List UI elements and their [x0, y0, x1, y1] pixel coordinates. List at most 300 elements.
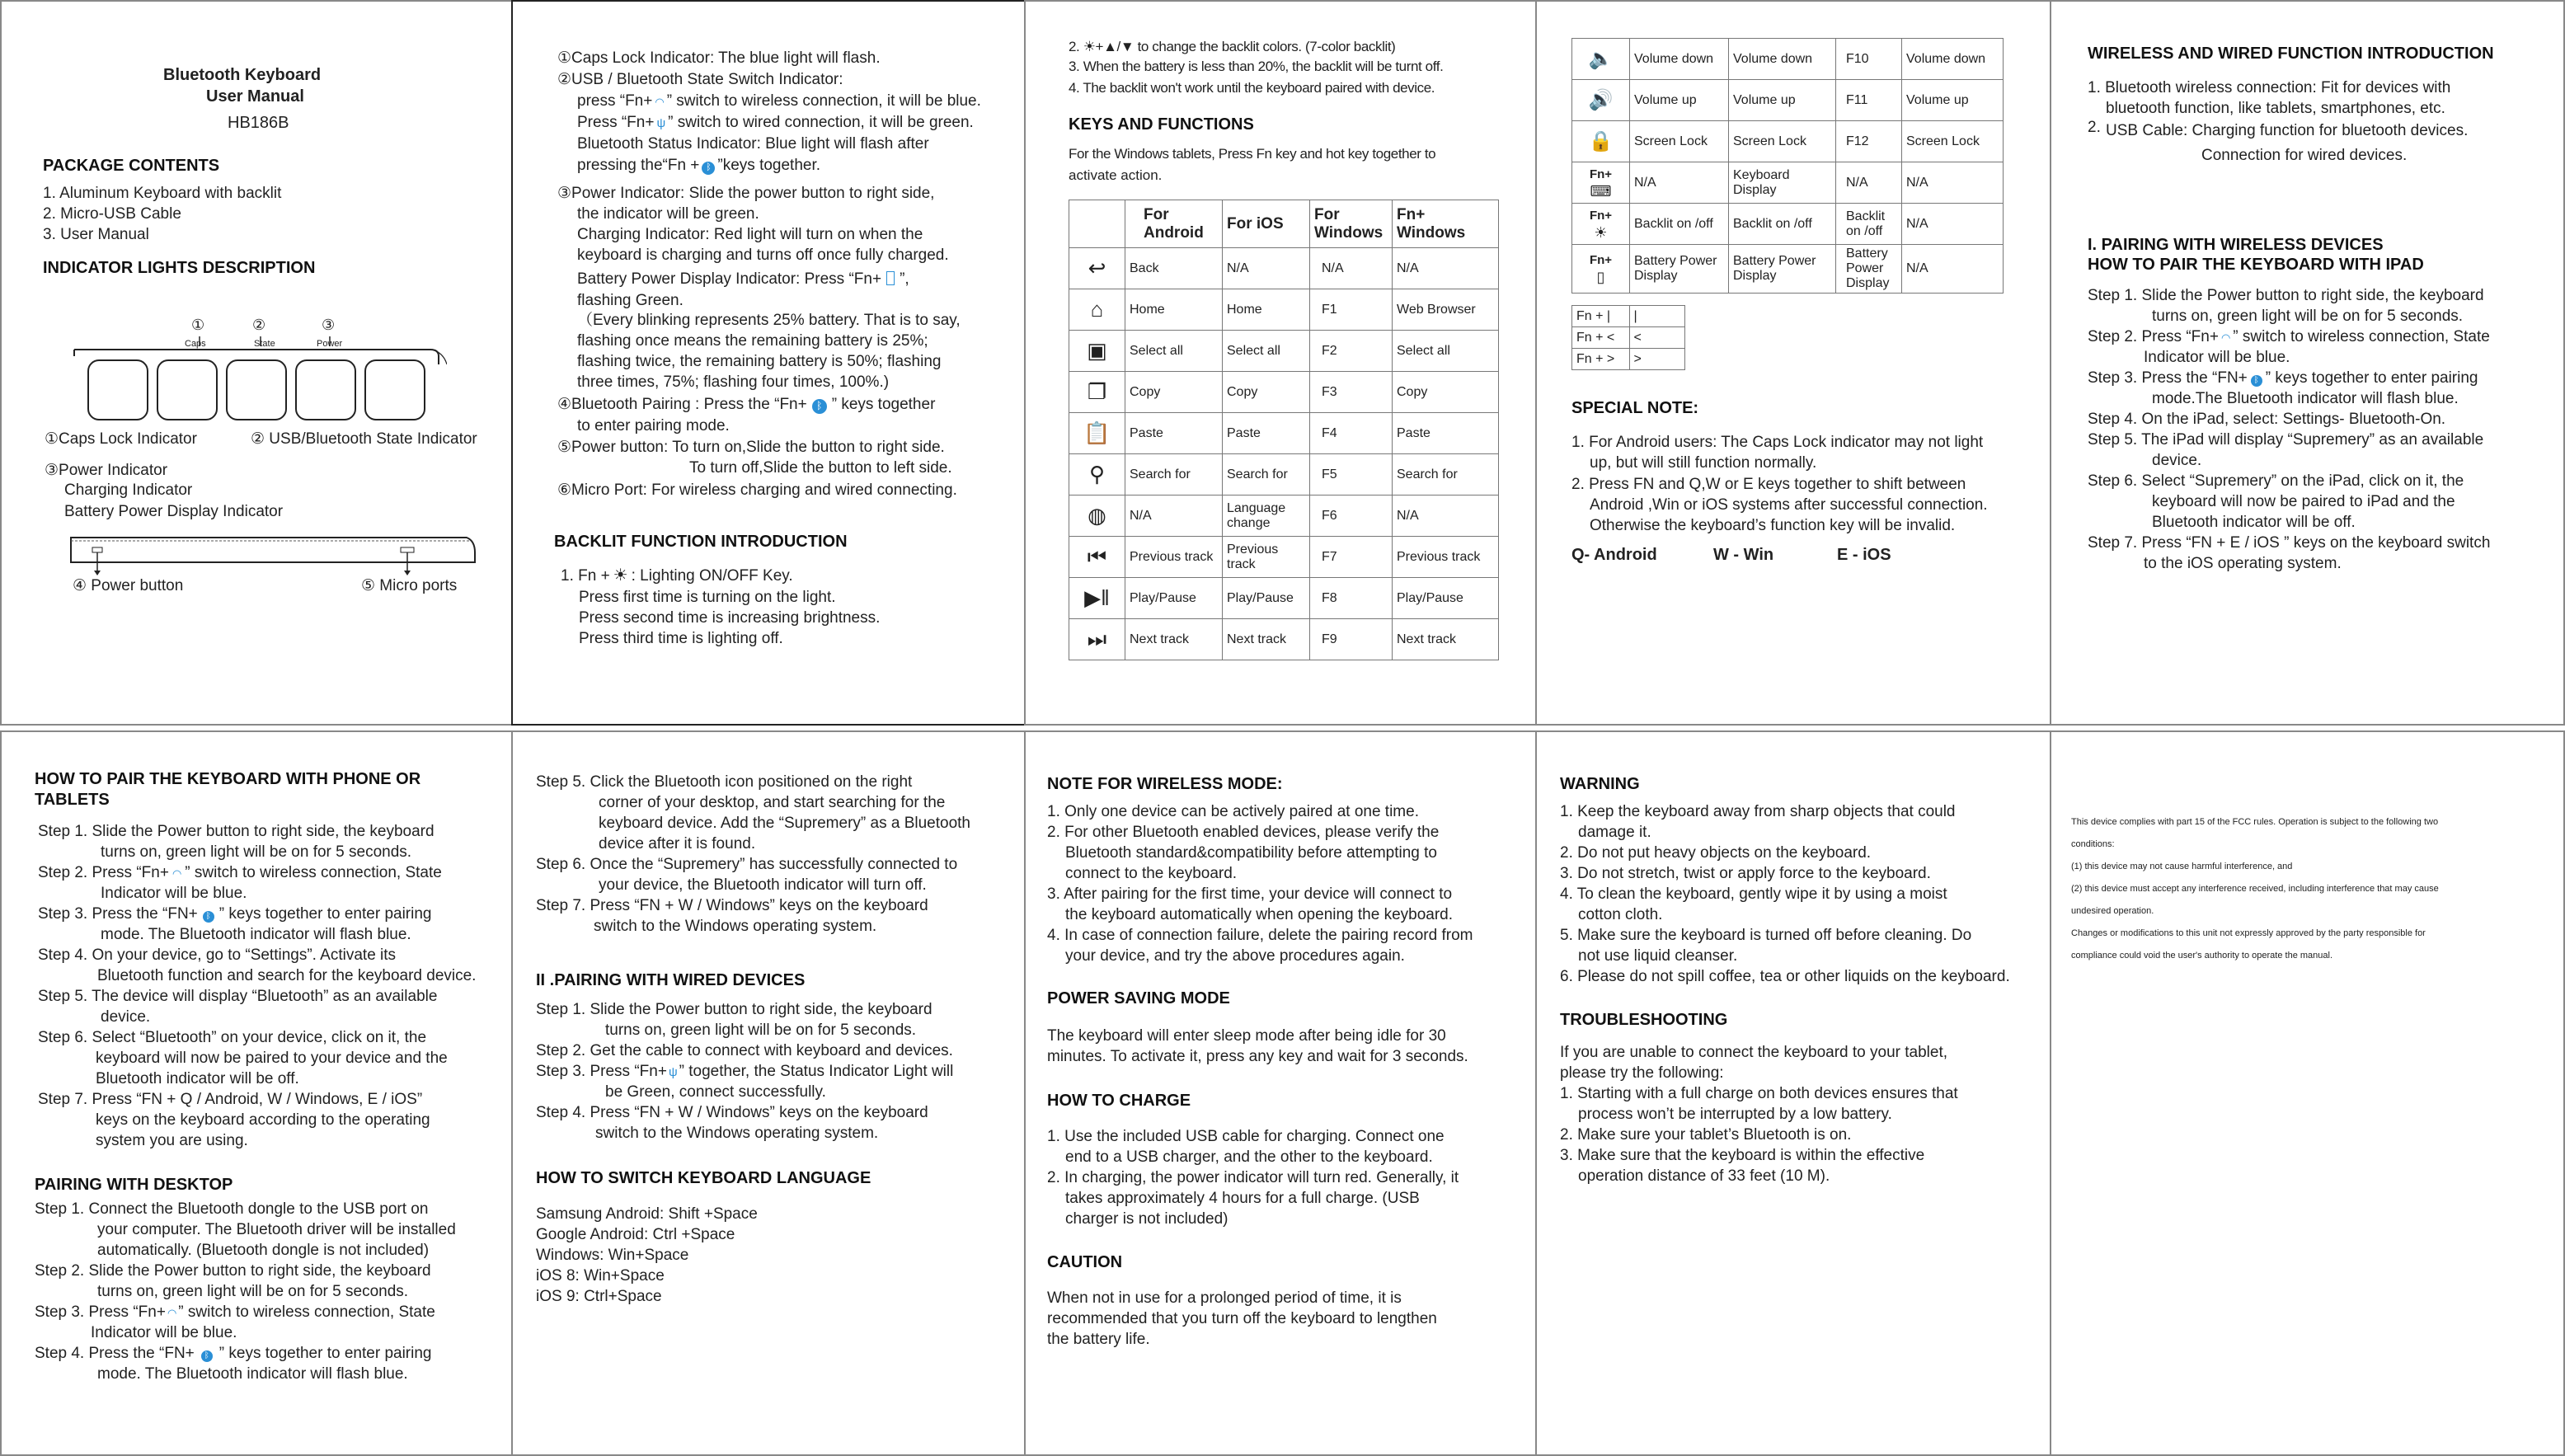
text-line: If you are unable to connect the keyboard to your tablet,	[1560, 1044, 1948, 1061]
panel-desktop-wired	[511, 730, 1026, 1456]
text-line: switch to the Windows operating system.	[595, 1125, 879, 1142]
table-cell: Screen Lock	[1630, 121, 1729, 162]
text-line	[577, 91, 981, 112]
table-cell: N/A	[1393, 248, 1499, 289]
table-cell: Volume down	[1630, 39, 1729, 80]
table-cell: Home	[1223, 289, 1310, 331]
table-cell: Volume down	[1729, 39, 1836, 80]
table-row	[1572, 39, 2004, 80]
text-line: To turn off,Slide the button to left side.	[689, 459, 952, 477]
os-shortcut-q: Q- Android	[1571, 546, 1657, 564]
table-cell: Backlit on /off	[1836, 204, 1902, 245]
fn-symbol-table	[1571, 305, 1685, 370]
fcc-line: This device complies with part 15 of the FCC rules. Operation is subject to the following two	[2071, 817, 2439, 827]
panel-keys-functions-cont	[1535, 0, 2051, 726]
table-cell: Next track	[1393, 619, 1499, 660]
text-fragment: press “Fn+	[577, 92, 653, 110]
back-icon: ↩	[1069, 248, 1125, 289]
text-fragment: ”,	[900, 270, 909, 288]
table-cell: Volume down	[1902, 39, 2004, 80]
text-line: device after it is found.	[599, 835, 756, 852]
text-line: turns on, green light will be on for 5 seconds.	[605, 1022, 917, 1039]
battery-icon	[886, 271, 895, 285]
fcc-line: Changes or modifications to this unit not expressly approved by the party responsible for	[2071, 928, 2426, 938]
text-fragment: Press “Fn+	[577, 114, 655, 131]
table-cell: N/A	[1393, 496, 1499, 537]
pairing-wired-heading: II .PAIRING WITH WIRED DEVICES	[536, 971, 806, 989]
text-line: 1. Bluetooth wireless connection: Fit for devices with	[2088, 79, 2451, 96]
text-line: minutes. To activate it, press any key and wait for 3 seconds.	[1047, 1048, 1468, 1065]
text-line: USB Cable: Charging function for bluetooth devices.	[2106, 122, 2469, 139]
step-5: Step 5. The iPad will display “Supremery” as an available	[2088, 431, 2484, 449]
callout-3: ③	[322, 317, 336, 333]
indicator-lights-heading: INDICATOR LIGHTS DESCRIPTION	[43, 259, 316, 277]
text-line: Bluetooth function and search for the keyboard device.	[97, 967, 477, 984]
text-line	[561, 566, 793, 586]
step-4: Step 4. On the iPad, select: Settings- Bluetooth-On.	[2088, 411, 2446, 428]
os-shortcut-e: E - iOS	[1837, 546, 1891, 564]
table-cell: Play/Pause	[1393, 578, 1499, 619]
text-fragment: Step 2. Press “Fn+	[38, 864, 169, 881]
table-cell: Volume up	[1630, 80, 1729, 121]
text-line: turns on, green light will be on for 5 seconds.	[97, 1283, 409, 1300]
manual-title: Bluetooth Keyboard	[163, 66, 322, 84]
text-line: process won’t be interrupted by a low battery.	[1578, 1106, 1892, 1123]
text-fragment: ” together, the Status Indicator Light will	[679, 1063, 954, 1080]
table-cell: Play/Pause	[1125, 578, 1223, 619]
step-6: Step 6. Select “Supremery” on the iPad, click on it, the	[2088, 472, 2464, 490]
text-line: takes approximately 4 hours for a full charge. (USB	[1065, 1190, 1420, 1207]
text-line: the keyboard automatically when opening the keyboard.	[1065, 906, 1454, 923]
header-windows: For Windows	[1310, 200, 1393, 248]
text-fragment: pressing the“Fn +	[577, 157, 700, 174]
key-shape	[295, 359, 356, 420]
fcc-line: compliance could void the user's authority to operate the manual.	[2071, 951, 2333, 960]
table-cell: F10	[1836, 39, 1902, 80]
text-line	[577, 112, 974, 134]
table-cell: Paste	[1125, 413, 1223, 454]
text-line: keyboard will now be paired to your device and the	[96, 1050, 448, 1067]
text-line: Indicator will be blue.	[101, 885, 247, 902]
wifi-icon: ◠	[167, 1307, 177, 1319]
table-cell: Paste	[1223, 413, 1310, 454]
table-cell: Volume up	[1902, 80, 2004, 121]
text-line: Android ,Win or iOS systems after successful connection.	[1590, 496, 1988, 514]
text-line: Otherwise the keyboard’s function key will be invalid.	[1590, 517, 1956, 534]
select-all-icon: ▣	[1069, 331, 1125, 372]
caption-charging-indicator: Charging Indicator	[64, 481, 193, 499]
text-fragment: : Lighting ON/OFF Key.	[631, 567, 793, 585]
table-cell: Next track	[1223, 619, 1310, 660]
pairing-desktop-heading: PAIRING WITH DESKTOP	[35, 1176, 233, 1194]
table-cell: F2	[1310, 331, 1393, 372]
table-cell: N/A	[1902, 204, 2004, 245]
step-2	[38, 862, 442, 884]
text-line: flashing Green.	[577, 292, 684, 309]
table-cell: F3	[1310, 372, 1393, 413]
table-cell: F4	[1310, 413, 1393, 454]
how-to-charge-heading: HOW TO CHARGE	[1047, 1092, 1191, 1110]
text-line: device.	[101, 1008, 151, 1026]
table-cell: Copy	[1125, 372, 1223, 413]
text-fragment: ” keys together to enter pairing	[2265, 369, 2478, 387]
text-line: system you are using.	[96, 1132, 248, 1149]
table-cell: Volume up	[1729, 80, 1836, 121]
table-row	[1572, 349, 1685, 370]
pair-phone-heading: HOW TO PAIR THE KEYBOARD WITH PHONE OR	[35, 770, 421, 788]
keys-heading: KEYS AND FUNCTIONS	[1069, 115, 1254, 134]
text-line: switch to the Windows operating system.	[594, 918, 877, 935]
fcc-line: (2) this device must accept any interference received, including interference that may cause	[2071, 884, 2439, 894]
list-item: Samsung Android: Shift +Space	[536, 1205, 758, 1223]
text-line: Charging Indicator: Red light will turn on when the	[577, 226, 923, 243]
text-line: Bluetooth standard&compatibility before attempting to	[1065, 844, 1437, 862]
table-row	[1069, 578, 1499, 619]
wifi-icon: ◠	[171, 867, 182, 880]
caption-power-button: ④ Power button	[73, 577, 184, 594]
text-line: 5. Make sure the keyboard is turned off before cleaning. Do	[1560, 927, 1972, 944]
table-cell: F8	[1310, 578, 1393, 619]
text-fragment: Step 3. Press “Fn+	[35, 1303, 166, 1321]
text-line: cotton cloth.	[1578, 906, 1663, 923]
text-fragment: ” switch to wired connection, it will be green.	[668, 114, 974, 131]
text-fragment: Step 3. Press the “FN+	[38, 905, 198, 923]
text-fragment: Step 2. Press “Fn+	[2088, 328, 2219, 345]
panel-warning-troubleshooting	[1535, 730, 2051, 1456]
text-line: 3. After pairing for the first time, your device will connect to	[1047, 885, 1453, 903]
text-line: the battery life.	[1047, 1331, 1150, 1348]
callout-2: ②	[252, 317, 266, 333]
step-6: Step 6. Select “Bluetooth” on your device, click on it, the	[38, 1029, 427, 1046]
keys-table-continued	[1571, 38, 2004, 294]
table-cell: |	[1629, 306, 1684, 327]
table-cell: Previous track	[1393, 537, 1499, 578]
wireless-note-heading: NOTE FOR WIRELESS MODE:	[1047, 775, 1283, 793]
text-line: 4. To clean the keyboard, gently wipe it by using a moist	[1560, 885, 1947, 903]
table-cell: Back	[1125, 248, 1223, 289]
table-cell: Battery Power Display	[1630, 245, 1729, 294]
key-shape	[87, 359, 148, 420]
text-line: Bluetooth indicator will be off.	[96, 1070, 299, 1087]
fcc-line: (1) this device may not cause harmful interference, and	[2071, 862, 2293, 871]
text-line: ③Power Indicator: Slide the power button to right side,	[557, 185, 935, 202]
panel-notes-charge	[1024, 730, 1537, 1456]
text-line: bluetooth function, like tablets, smartphones, etc.	[2106, 100, 2445, 117]
text-line: Indicator will be blue.	[91, 1324, 237, 1341]
text-line: 3. When the battery is less than 20%, the backlit will be turnt off.	[1069, 59, 1444, 74]
table-row	[1572, 162, 2004, 204]
text-line: keyboard will now be paired to iPad and the	[2152, 493, 2455, 510]
table-cell: Select all	[1223, 331, 1310, 372]
text-line: 1. Use the included USB cable for charging. Connect one	[1047, 1128, 1445, 1145]
lock-icon: 🔒	[1572, 121, 1630, 162]
text-fragment: ” switch to wireless connection, State	[185, 864, 442, 881]
table-cell: Battery Power Display	[1729, 245, 1836, 294]
step-6: Step 6. Once the “Supremery” has successfully connected to	[536, 856, 958, 873]
table-cell: Fn + <	[1572, 327, 1630, 349]
step-2: Step 2. Get the cable to connect with keyboard and devices.	[536, 1042, 953, 1059]
panel-keys-functions	[1024, 0, 1537, 726]
text-line: keys on the keyboard according to the operating	[96, 1111, 430, 1129]
table-row	[1069, 454, 1499, 496]
switch-language-heading: HOW TO SWITCH KEYBOARD LANGUAGE	[536, 1169, 871, 1187]
text-fragment: 2.	[1069, 39, 1080, 54]
text-fragment: ” switch to wireless connection, it will be blue.	[666, 92, 981, 110]
text-fragment: ” switch to wireless connection, State	[2233, 328, 2490, 345]
text-line: three times, 75%; flashing four times, 100%.)	[577, 373, 890, 391]
text-line: operation distance of 33 feet (10 M).	[1578, 1167, 1830, 1185]
list-item: iOS 9: Ctrl+Space	[536, 1288, 662, 1305]
table-row	[1572, 204, 2004, 245]
text-line: recommended that you turn off the keyboard to lengthen	[1047, 1310, 1437, 1327]
text-line: ⑥Micro Port: For wireless charging and wired connecting.	[557, 481, 957, 499]
text-line	[1069, 36, 1395, 57]
text-fragment: to change the backlit colors. (7-color backlit)	[1137, 39, 1396, 54]
text-fragment: 1. Fn +	[561, 567, 610, 585]
text-fragment: Step 3. Press the “FN+	[2088, 369, 2248, 387]
table-row	[1069, 331, 1499, 372]
text-line: keyboard device. Add the “Supremery” as a Bluetooth	[599, 815, 970, 832]
package-contents-heading: PACKAGE CONTENTS	[43, 157, 220, 175]
table-cell: Screen Lock	[1729, 121, 1836, 162]
step-5: Step 5. Click the Bluetooth icon positioned on the right	[536, 773, 913, 791]
text-line: please try the following:	[1560, 1064, 1724, 1082]
text-line: not use liquid cleanser.	[1578, 947, 1738, 965]
text-line: 2.	[2088, 119, 2101, 136]
table-cell: Fn + >	[1572, 349, 1630, 370]
text-line: your computer. The Bluetooth driver will be installed	[97, 1221, 456, 1238]
text-line: （Every blinking represents 25% battery. That is to say,	[577, 312, 961, 329]
table-row	[1069, 537, 1499, 578]
text-line: turns on, green light will be on for 5 seconds.	[2152, 308, 2464, 325]
table-cell: N/A	[1223, 248, 1310, 289]
state-label: State	[254, 339, 275, 349]
home-icon: ⌂	[1069, 289, 1125, 331]
warning-heading: WARNING	[1560, 775, 1640, 793]
text-line	[577, 155, 820, 176]
list-item: 3. User Manual	[43, 226, 149, 243]
table-cell: >	[1629, 349, 1684, 370]
table-row	[1572, 245, 2004, 294]
usb-icon: ψ	[668, 1065, 678, 1079]
table-cell: F9	[1310, 619, 1393, 660]
panel-title-page	[0, 0, 513, 726]
caption-micro-ports: ⑤ Micro ports	[361, 577, 458, 594]
text-line: ⑤Power button: To turn on,Slide the button to right side.	[557, 439, 945, 456]
text-line: corner of your desktop, and start searching for the	[599, 794, 946, 811]
previous-track-icon: ⏮	[1069, 537, 1125, 578]
table-row	[1572, 327, 1685, 349]
table-cell: N/A	[1310, 248, 1393, 289]
text-line: Connection for wired devices.	[2201, 147, 2408, 164]
table-cell: Web Browser	[1393, 289, 1499, 331]
text-line: your device, and try the above procedures again.	[1065, 947, 1405, 965]
table-cell: Screen Lock	[1902, 121, 2004, 162]
text-line	[557, 394, 935, 415]
copy-icon: ❐	[1069, 372, 1125, 413]
text-line: to the iOS operating system.	[2144, 555, 2342, 572]
os-shortcut-w: W - Win	[1713, 546, 1774, 564]
table-cell: F12	[1836, 121, 1902, 162]
volume-down-icon: 🔈	[1572, 39, 1630, 80]
text-line: to enter pairing mode.	[577, 417, 730, 434]
caption-caps-lock: ①Caps Lock Indicator	[45, 430, 197, 448]
text-line: 1. Keep the keyboard away from sharp objects that could	[1560, 803, 1956, 820]
wifi-icon: ◠	[655, 96, 665, 108]
pair-ipad-heading: HOW TO PAIR THE KEYBOARD WITH IPAD	[2088, 256, 2424, 274]
step-1: Step 1. Slide the Power button to right side, the keyboard	[536, 1001, 933, 1018]
text-fragment: Step 3. Press “Fn+	[536, 1063, 667, 1080]
wireless-wired-heading: WIRELESS AND WIRED FUNCTION INTRODUCTION	[2088, 45, 2494, 63]
header-ios: For iOS	[1223, 200, 1310, 248]
step-4: Step 4. On your device, go to “Settings”. Activate its	[38, 946, 397, 964]
brightness-up-down-icon: ☀+▲/▼	[1079, 39, 1138, 54]
text-fragment: Step 4. Press the “FN+	[35, 1345, 195, 1362]
fcc-line: undesired operation.	[2071, 906, 2154, 916]
key-shape	[226, 359, 287, 420]
text-line: 3. Make sure that the keyboard is within the effective	[1560, 1147, 1925, 1164]
text-line: 2. Press FN and Q,W or E keys together to shift between	[1571, 476, 1966, 493]
model-number: HB186B	[228, 114, 289, 132]
search-icon: ⚲	[1069, 454, 1125, 496]
text-line: mode. The Bluetooth indicator will flash blue.	[97, 1365, 408, 1383]
table-cell: N/A	[1902, 162, 2004, 204]
text-line: 1. Only one device can be actively paired at one time.	[1047, 803, 1419, 820]
caps-label: Caps	[185, 339, 206, 349]
text-line: the indicator will be green.	[577, 205, 759, 223]
text-line: 1. Starting with a full charge on both devices ensures that	[1560, 1085, 1958, 1102]
fn-brightness-icon	[1572, 204, 1630, 245]
header-android: For Android	[1125, 200, 1223, 248]
text-fragment: ” keys together	[831, 396, 936, 413]
text-line: When not in use for a prolonged period of time, it is	[1047, 1289, 1402, 1307]
panel-pair-phone	[0, 730, 513, 1456]
caption-battery-display: Battery Power Display Indicator	[64, 503, 284, 520]
list-item: iOS 8: Win+Space	[536, 1267, 665, 1285]
text-line: automatically. (Bluetooth dongle is not included)	[97, 1242, 430, 1259]
brightness-icon: ☀	[613, 566, 628, 585]
wifi-icon: ◠	[2220, 331, 2231, 344]
caption-power-indicator: ③Power Indicator	[45, 462, 168, 479]
power-label: Power	[317, 339, 343, 349]
text-line: Press third time is lighting off.	[579, 630, 783, 647]
text-line: 1. For Android users: The Caps Lock indicator may not light	[1571, 434, 1984, 451]
text-line: charger is not included)	[1065, 1210, 1228, 1228]
text-line: 3. Do not stretch, twist or apply force to the keyboard.	[1560, 865, 1931, 882]
panel-indicator-details	[511, 0, 1026, 726]
table-row	[1069, 248, 1499, 289]
keyboard-side-view	[68, 529, 480, 579]
fn-glyph: ☀	[1594, 223, 1608, 241]
text-line: your device, the Bluetooth indicator will turn off.	[599, 876, 927, 894]
text-fragment: ”keys together.	[717, 157, 821, 174]
text-line: 2. For other Bluetooth enabled devices, please verify the	[1047, 824, 1440, 841]
table-row	[1069, 372, 1499, 413]
step-3	[2088, 368, 2478, 388]
step-3	[35, 1302, 435, 1323]
fn-label: Fn+	[1589, 167, 1613, 181]
step-4	[35, 1343, 431, 1364]
text-line: damage it.	[1578, 824, 1651, 841]
manual-subtitle: User Manual	[206, 87, 304, 106]
text-line: 2. Do not put heavy objects on the keyboard.	[1560, 844, 1872, 862]
callout-1: ①	[191, 317, 205, 333]
text-line: Press first time is turning on the light.	[579, 589, 836, 606]
table-row	[1069, 413, 1499, 454]
step-7: Step 7. Press “FN + E / iOS ” keys on the keyboard switch	[2088, 534, 2491, 552]
paste-icon: 📋	[1069, 413, 1125, 454]
panel-wireless-wired-intro	[2050, 0, 2565, 726]
key-shape	[364, 359, 425, 420]
table-cell: Language change	[1223, 496, 1310, 537]
text-line: Press second time is increasing brightness.	[579, 609, 881, 627]
table-cell: F5	[1310, 454, 1393, 496]
caption-usb-bt-state: ② USB/Bluetooth State Indicator	[251, 430, 477, 448]
table-cell: Previous track	[1125, 537, 1223, 578]
caution-heading: CAUTION	[1047, 1253, 1123, 1271]
table-cell: F7	[1310, 537, 1393, 578]
table-row	[1069, 619, 1499, 660]
table-cell: Next track	[1125, 619, 1223, 660]
text-line: keyboard is charging and turns off once fully charged.	[577, 247, 949, 264]
table-cell: Backlit on /off	[1630, 204, 1729, 245]
step-3	[536, 1061, 953, 1083]
troubleshooting-heading: TROUBLESHOOTING	[1560, 1011, 1728, 1029]
text-fragment: ” keys together to enter pairing	[218, 1345, 432, 1362]
text-fragment: ” switch to wireless connection, State	[178, 1303, 435, 1321]
package-list	[43, 183, 281, 245]
play-pause-icon: ▶‖	[1069, 578, 1125, 619]
special-note-heading: SPECIAL NOTE:	[1571, 399, 1699, 417]
table-cell: F6	[1310, 496, 1393, 537]
step-1: Step 1. Slide the Power button to right side, the keyboard	[2088, 287, 2484, 304]
fn-keyboard-icon	[1572, 162, 1630, 204]
volume-up-icon: 🔊	[1572, 80, 1630, 121]
table-cell: Search for	[1125, 454, 1223, 496]
step-5: Step 5. The device will display “Bluetooth” as an available	[38, 988, 438, 1005]
table-cell: Copy	[1223, 372, 1310, 413]
text-fragment: ④Bluetooth Pairing : Press the “Fn+	[557, 396, 807, 413]
table-cell: Select all	[1393, 331, 1499, 372]
globe-icon: ◍	[1069, 496, 1125, 537]
table-row	[1572, 121, 2004, 162]
bluetooth-icon: ᛒ	[2251, 375, 2262, 387]
text-fragment: ” keys together to enter pairing	[218, 905, 432, 923]
fn-battery-icon	[1572, 245, 1630, 294]
text-line: 2. Make sure your tablet’s Bluetooth is on.	[1560, 1126, 1852, 1144]
step-2	[2088, 326, 2490, 348]
panel-fcc	[2050, 730, 2565, 1456]
text-line: Bluetooth Status Indicator: Blue light will flash after	[577, 135, 929, 153]
text-line: end to a USB charger, and the other to the keyboard.	[1065, 1148, 1433, 1166]
text-line: mode. The Bluetooth indicator will flash blue.	[101, 926, 411, 943]
header-fn-windows: Fn+ Windows	[1393, 200, 1499, 248]
list-item: 2. Micro-USB Cable	[43, 205, 181, 223]
fn-label: Fn+	[1589, 253, 1613, 267]
step-1: Step 1. Connect the Bluetooth dongle to the USB port on	[35, 1200, 429, 1218]
table-cell: Copy	[1393, 372, 1499, 413]
table-cell: Search for	[1393, 454, 1499, 496]
text-line: ②USB / Bluetooth State Switch Indicator:	[557, 71, 843, 88]
text-line: turns on, green light will be on for 5 seconds.	[101, 843, 412, 861]
step-2: Step 2. Slide the Power button to right side, the keyboard	[35, 1262, 431, 1280]
table-cell: N/A	[1125, 496, 1223, 537]
text-fragment: Battery Power Display Indicator: Press “Fn+	[577, 270, 882, 288]
table-cell: Play/Pause	[1223, 578, 1310, 619]
list-item: Google Android: Ctrl +Space	[536, 1226, 735, 1243]
table-cell: N/A	[1836, 162, 1902, 204]
text-line: be Green, connect successfully.	[605, 1083, 826, 1101]
